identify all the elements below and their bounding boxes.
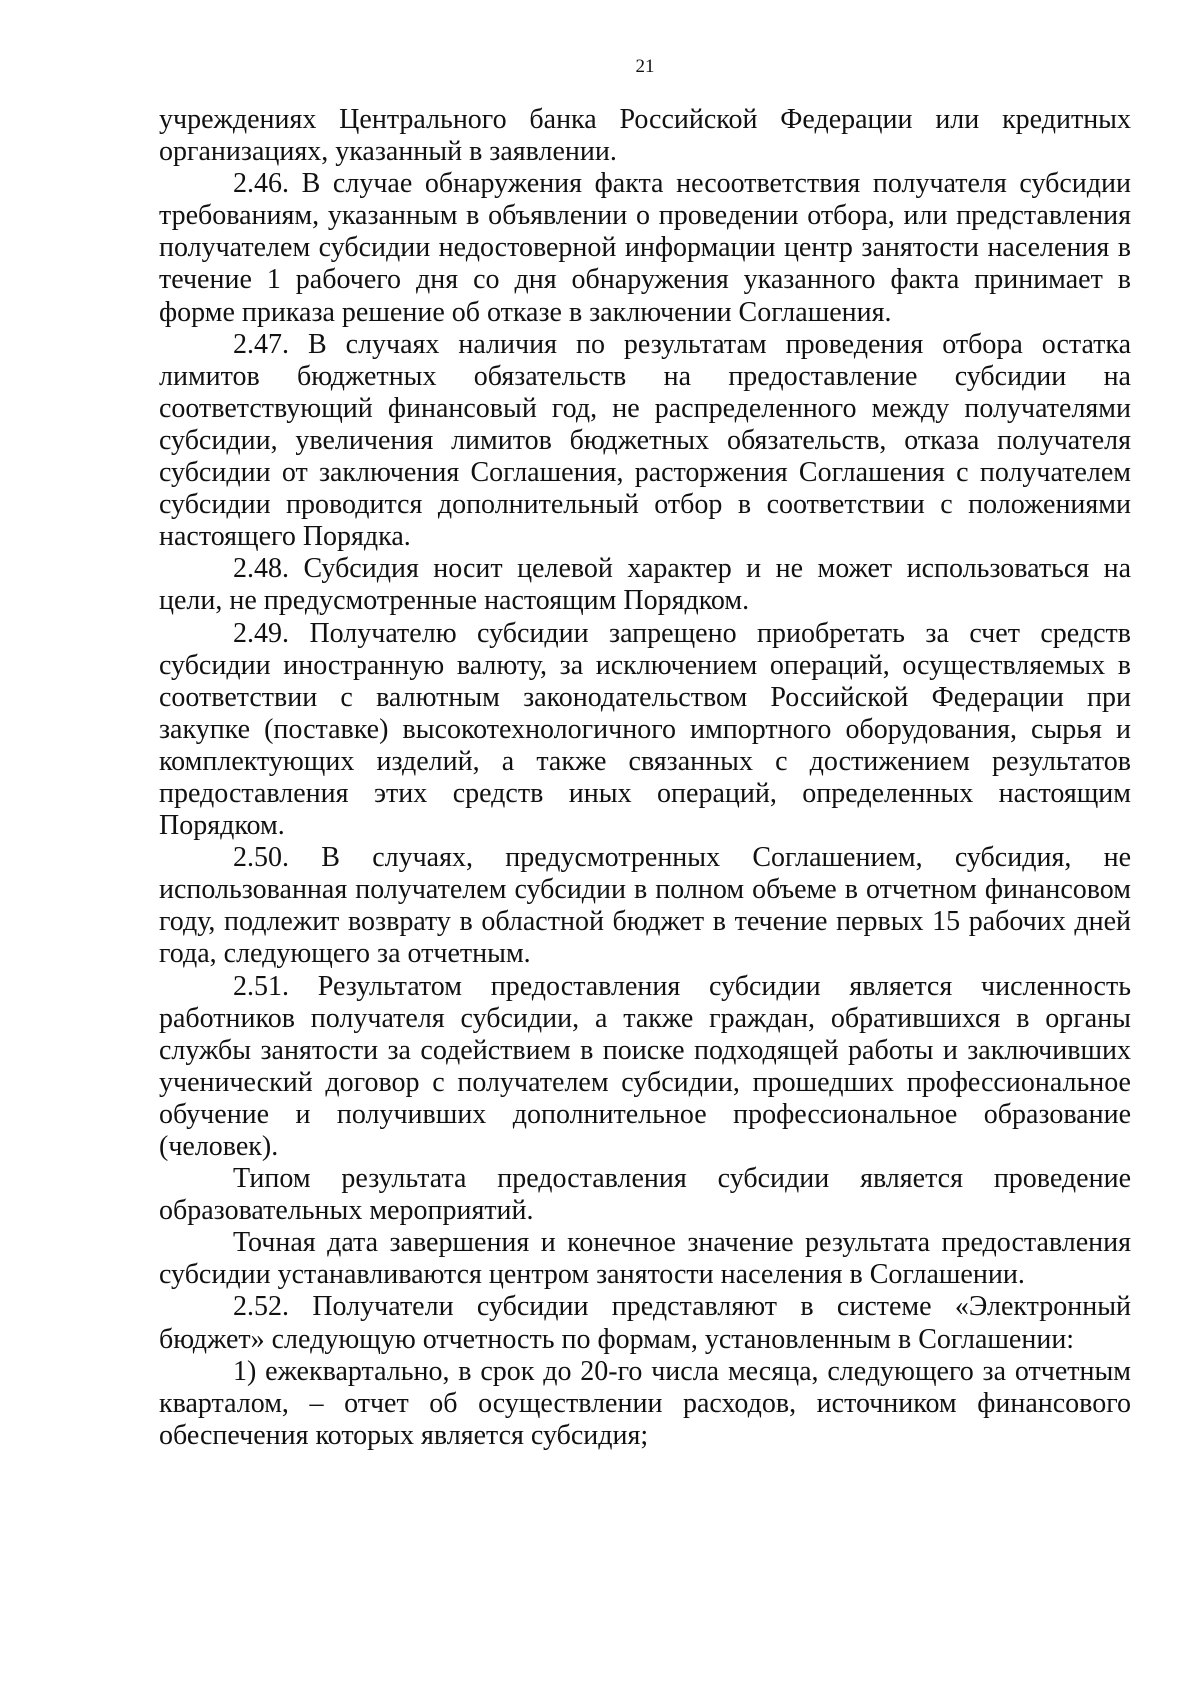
document-body xyxy=(159,104,1131,1452)
paragraph-continuation: учреждениях Центрального банка Российской Федерации или кредитных организациях, указанный в заявлении. xyxy=(159,104,1131,168)
paragraph-2-46: 2.46. В случае обнаружения факта несоответствия получателя субсидии требованиям, указанным в объявлении о проведении отбора, или представления получателем субсидии недостоверной информации центр занятости населения в течение 1 рабочего дня со дня обнаружения указанного факта принимает в форме приказа решение об отказе в заключении Соглашения. xyxy=(159,168,1131,328)
paragraph-2-49: 2.49. Получателю субсидии запрещено приобретать за счет средств субсидии иностранную валюту, за исключением операций, осуществляемых в соответствии с валютным законодательством Российской Федерации при закупке (поставке) высокотехнологичного импортного оборудования, сырья и комплектующих изделий, а также связанных с достижением результатов предоставления этих средств иных операций, определенных настоящим Порядком. xyxy=(159,617,1131,842)
paragraph-reporting-item-1: 1) ежеквартально, в срок до 20-го числа месяца, следующего за отчетным кварталом, – отчет об осуществлении расходов, источником финансового обеспечения которых является субсидия; xyxy=(159,1355,1131,1451)
paragraph-2-52: 2.52. Получатели субсидии представляют в системе «Электронный бюджет» следующую отчетность по формам, установленным в Соглашении: xyxy=(159,1291,1131,1355)
paragraph-2-51: 2.51. Результатом предоставления субсидии является численность работников получателя субсидии, а также граждан, обратившихся в органы службы занятости за содействием в поиске подходящей работы и заключивших ученический договор с получателем субсидии, прошедших профессиональное обучение и получивших дополнительное профессиональное образование (человек). xyxy=(159,970,1131,1162)
paragraph-2-47: 2.47. В случаях наличия по результатам проведения отбора остатка лимитов бюджетных обязательств на предоставление субсидии на соответствующий финансовый год, не распределенного между получателями субсидии, увеличения лимитов бюджетных обязательств, отказа получателя субсидии от заключения Соглашения, расторжения Соглашения с получателем субсидии проводится дополнительный отбор в соответствии с положениями настоящего Порядка. xyxy=(159,328,1131,553)
paragraph-result-type: Типом результата предоставления субсидии является проведение образовательных мероприятий. xyxy=(159,1163,1131,1227)
paragraph-2-50: 2.50. В случаях, предусмотренных Соглашением, субсидия, не использованная получателем субсидии в полном объеме в отчетном финансовом году, подлежит возврату в областной бюджет в течение первых 15 рабочих дней года, следующего за отчетным. xyxy=(159,842,1131,970)
page-number: 21 xyxy=(635,56,655,77)
paragraph-result-date: Точная дата завершения и конечное значение результата предоставления субсидии устанавливаются центром занятости населения в Соглашении. xyxy=(159,1227,1131,1291)
paragraph-2-48: 2.48. Субсидия носит целевой характер и не может использоваться на цели, не предусмотренные настоящим Порядком. xyxy=(159,553,1131,617)
